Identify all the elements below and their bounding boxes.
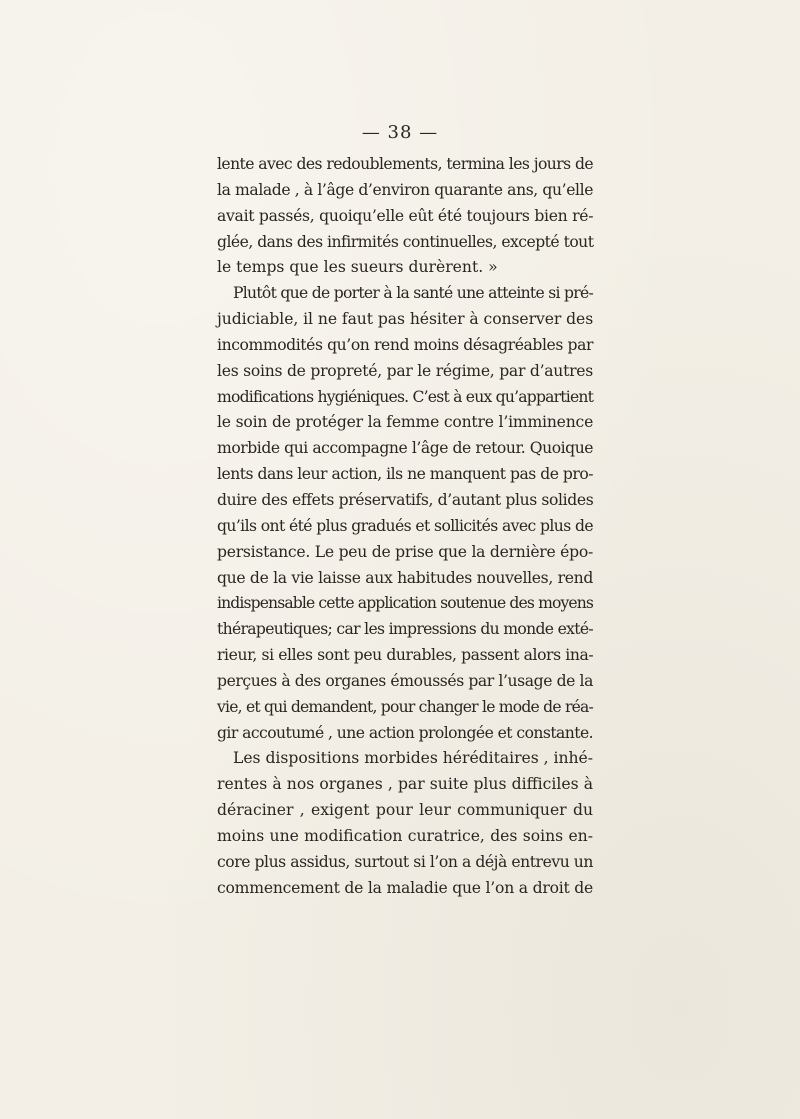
text-line: glée, dans des infirmités continuelles, excepté tout <box>217 232 594 251</box>
text-line: le soin de protéger la femme contre l’imminence <box>217 413 594 432</box>
text-line: les soins de propreté, par le régime, par d’autres <box>217 361 593 380</box>
text-line: moins une modification curatrice, des soins en- <box>217 826 593 845</box>
text-line: vie, et qui demandent, pour changer le mode de réa- <box>217 697 593 716</box>
text-line: persistance. Le peu de prise que la dernière épo- <box>217 542 593 561</box>
text-line: judiciable, il ne faut pas hésiter à conserver des <box>217 310 594 329</box>
text-line: rentes à nos organes , par suite plus difficiles à <box>217 775 593 794</box>
text-line: thérapeutiques; car les impressions du monde exté- <box>217 620 593 639</box>
page-number: — 38 — <box>361 122 439 143</box>
text-line: modifications hygiéniques. C’est à eux qu’appartient <box>217 387 594 406</box>
text-line: incommodités qu’on rend moins désagréables par <box>217 335 593 354</box>
text-line: qu’ils ont été plus gradués et sollicités avec plus de <box>217 516 593 535</box>
text-line: Plutôt que de porter à la santé une atteinte si pré- <box>233 284 594 303</box>
text-line: lente avec des redoublements, termina les jours de <box>217 155 594 173</box>
text-line: gir accoutumé , une action prolongée et constante. <box>217 723 594 742</box>
body-text <box>217 152 593 901</box>
text-line: morbide qui accompagne l’âge de retour. Quoique <box>217 439 594 458</box>
text-line: avait passés, quoiqu’elle eût été toujours bien ré- <box>217 206 594 225</box>
text-line: Les dispositions morbides héréditaires , inhé- <box>233 749 593 768</box>
text-line: core plus assidus, surtout si l’on a déjà entrevu un <box>217 852 593 871</box>
text-line: que de la vie laisse aux habitudes nouvelles, rend <box>217 568 593 587</box>
text-line: duire des effets préservatifs, d’autant plus solides <box>217 490 594 509</box>
text-line: indispensable cette application soutenue des moyens <box>217 594 594 613</box>
text-line: perçues à des organes émoussés par l’usage de la <box>217 671 593 690</box>
text-line: lents dans leur action, ils ne manquent pas de pro- <box>217 465 593 484</box>
text-line: commencement de la maladie que l’on a droit de <box>217 878 594 897</box>
text-line: déraciner , exigent pour leur communiquer du <box>217 801 593 820</box>
text-line: le temps que les sueurs durèrent. » <box>217 258 498 277</box>
text-line: rieur, si elles sont peu durables, passent alors ina- <box>217 646 594 665</box>
text-line: la malade , à l’âge d’environ quarante ans, qu’elle <box>217 180 594 199</box>
